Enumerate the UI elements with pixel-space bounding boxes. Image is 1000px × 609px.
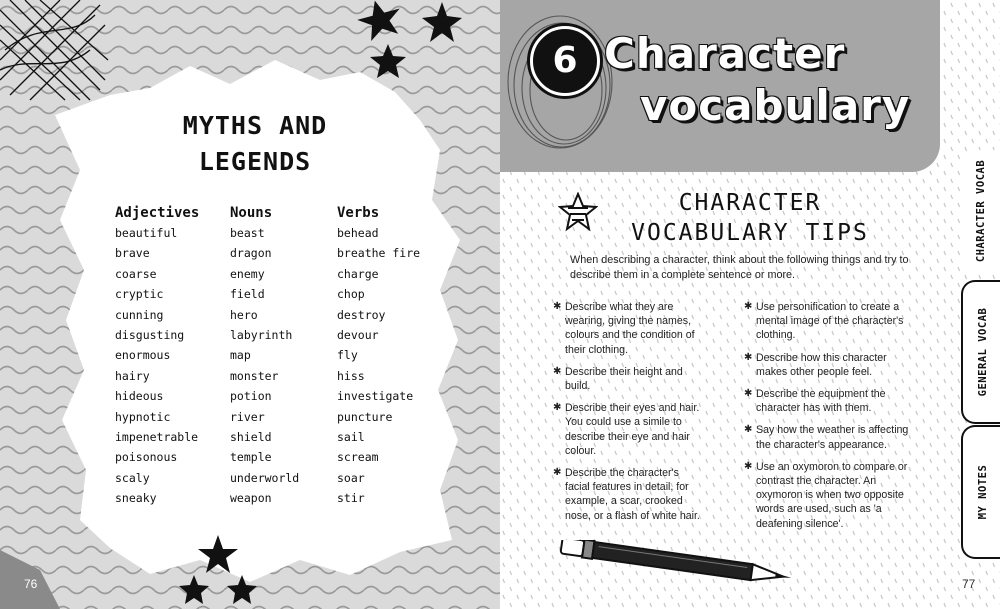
scribble-icon	[0, 0, 110, 110]
tips-list-left	[553, 300, 703, 531]
word-item: potion	[230, 389, 272, 404]
word-item: field	[230, 287, 265, 302]
tip-text: Describe their height and build.	[565, 365, 683, 393]
word-item: enemy	[230, 266, 265, 281]
chapter-title-line: Character	[604, 29, 846, 78]
tip-item	[744, 300, 914, 343]
star-icon	[178, 535, 268, 609]
word-item: stir	[337, 491, 365, 506]
page-number: 77	[962, 577, 976, 591]
word-item: weapon	[230, 491, 272, 506]
word-item: cryptic	[115, 287, 164, 302]
word-item: monster	[230, 368, 279, 383]
word-item: sail	[337, 429, 365, 444]
word-item: cunning	[115, 307, 164, 322]
word-item: map	[230, 348, 251, 363]
word-item: scream	[337, 450, 379, 465]
tab-my-notes[interactable]	[961, 425, 1000, 559]
tip-item	[744, 387, 914, 415]
tip-item	[744, 460, 914, 531]
word-item: hero	[230, 307, 258, 322]
tip-text: Describe the character's facial features in detail, for example, a scar, crooked nose, or a flash of white hair.	[565, 467, 700, 522]
tip-text: Describe how this character makes other people feel.	[756, 351, 887, 378]
star-bullet-icon: ✱	[744, 301, 753, 312]
tip-item	[553, 466, 703, 523]
star-bullet-icon: ✱	[553, 402, 562, 414]
chapter-title	[604, 28, 934, 132]
word-item: labyrinth	[230, 327, 293, 342]
word-item: hairy	[115, 368, 150, 383]
word-item: impenetrable	[115, 429, 199, 444]
tip-text: Say how the weather is affecting the character's appearance.	[756, 424, 909, 451]
column-heading: Adjectives	[115, 205, 200, 221]
word-item: destroy	[337, 307, 386, 322]
tab-label: GENERAL VOCAB	[976, 307, 989, 397]
word-item: breathe fire	[337, 246, 421, 261]
column-heading: Nouns	[230, 205, 273, 221]
tab-character-vocab[interactable]	[961, 150, 1000, 272]
word-item: beast	[230, 226, 265, 240]
star-bullet-icon: ✱	[553, 467, 562, 479]
star-bullet-icon: ✱	[553, 301, 562, 312]
section-title	[130, 108, 380, 180]
star-bullet-icon: ✱	[553, 365, 562, 377]
tip-text: Use personification to create a mental image of the character's clothing.	[756, 301, 904, 342]
word-item: puncture	[337, 409, 393, 424]
tip-item	[744, 423, 914, 451]
word-item: shield	[230, 429, 272, 444]
word-item: behead	[337, 226, 379, 240]
word-item: hideous	[115, 389, 164, 404]
word-item: underworld	[230, 470, 300, 485]
title-line: LEGENDS	[198, 147, 312, 176]
pencil-icon	[552, 540, 807, 590]
column-heading: Verbs	[337, 205, 380, 221]
word-item: devour	[337, 327, 379, 342]
adjectives-column	[115, 203, 199, 508]
tab-label: MY NOTES	[976, 464, 989, 520]
word-item: hypnotic	[115, 409, 171, 424]
word-item: soar	[337, 470, 365, 485]
word-item: chop	[337, 287, 365, 302]
word-item: poisonous	[115, 450, 178, 465]
chapter-title-line: vocabulary	[640, 81, 911, 130]
right-page	[500, 0, 1000, 609]
tip-text: Describe what they are wearing, giving the names, colours and the condition of their clothing.	[565, 301, 695, 356]
word-item: scaly	[115, 470, 150, 485]
tab-label: CHARACTER VOCAB	[974, 159, 987, 263]
word-item: disgusting	[115, 327, 185, 342]
tips-title	[620, 188, 880, 248]
word-item: enormous	[115, 348, 171, 363]
tip-item	[744, 351, 914, 379]
word-item: hiss	[337, 368, 365, 383]
star-bullet-icon: ✱	[744, 388, 753, 400]
word-item: dragon	[230, 246, 272, 261]
tip-text: Use an oxymoron to compare or contrast the character. An oxymoron is when two opposite words are used, such as 'a deafening silence'.	[756, 460, 908, 530]
word-item: brave	[115, 246, 150, 261]
word-item: river	[230, 409, 265, 424]
word-item: investigate	[337, 389, 414, 404]
page-number: 76	[24, 577, 38, 591]
nouns-column	[230, 203, 299, 508]
word-item: charge	[337, 266, 379, 281]
star-bullet-icon: ✱	[744, 460, 753, 472]
star-bullet-icon: ✱	[744, 424, 753, 436]
word-item: beautiful	[115, 226, 178, 240]
chapter-number-badge: 6	[530, 26, 600, 96]
tab-general-vocab[interactable]	[961, 280, 1000, 424]
verbs-column	[337, 203, 420, 508]
word-item: coarse	[115, 266, 157, 281]
tip-item	[553, 401, 703, 458]
tip-text: Describe the equipment the character has with them.	[756, 388, 886, 415]
star-bullet-icon: ✱	[744, 351, 753, 363]
word-item: temple	[230, 450, 272, 465]
title-line: MYTHS AND	[182, 111, 328, 140]
tip-item	[553, 300, 703, 357]
word-item: fly	[337, 348, 358, 363]
intro-text: When describing a character, think about the following things and try to describe them in a complete sentence or more.	[570, 254, 909, 281]
tips-title-line: VOCABULARY TIPS	[631, 220, 869, 246]
tip-text: Describe their eyes and hair. You could use a simile to describe their eye and hair colour.	[565, 402, 700, 457]
tips-title-line: CHARACTER	[678, 190, 822, 216]
tip-item	[553, 365, 703, 393]
word-item: sneaky	[115, 491, 157, 506]
star-icon	[558, 192, 598, 232]
star-icon	[350, 0, 470, 90]
tips-list-right	[744, 300, 914, 539]
